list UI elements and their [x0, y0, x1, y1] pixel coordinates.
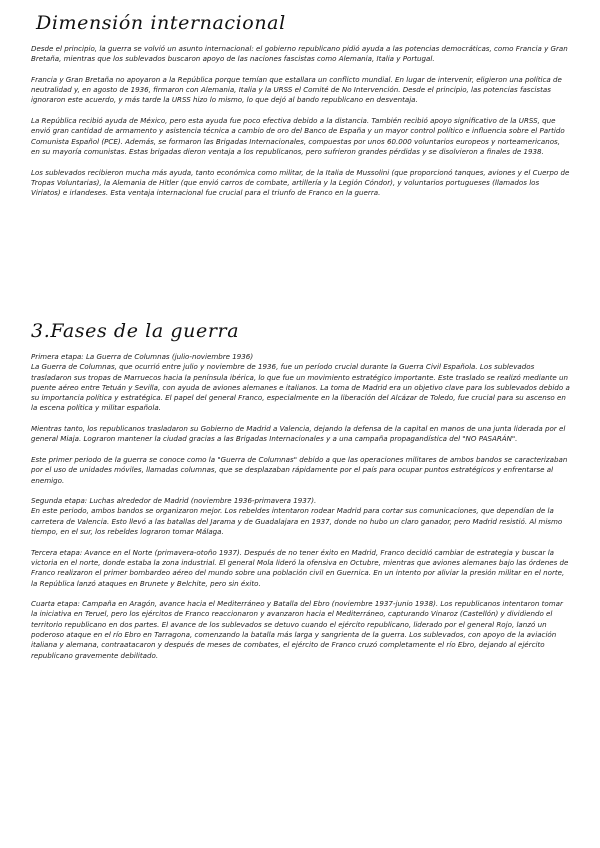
paragraph: Cuarta etapa: Campaña en Aragón, avance hacia el Mediterráneo y Batalla del Ebro (noviembre 1937-junio 1938). Los republicanos intentaron tomar la iniciativa en Teruel, pero los ejércitos de Franco reaccionaron y avanzaron hacia el Mediterráneo, capturando Vinaroz (Castellón) y dividiendo el territorio republicano en dos partes. El avance de los sublevados se detuvo cuando el ejército republicano, liderado por el general Rojo, lanzó un poderoso ataque en el río Ebro en Tarragona, comenzando la batalla más larga y sangrienta de la guerra. Los sublevados, con apoyo de la aviación italiana y alemana, contraatacaron y después de meses de combates, el ejército de Franco cruzó completamente el río Ebro, dejando al ejército republicano gravemente debilitado.	[31, 599, 563, 660]
section-body-dimension-internacional	[31, 44, 571, 209]
paragraph: En este periodo, ambos bandos se organizaron mejor. Los rebeldes intentaron rodear Madrid para cortar sus comunicaciones, que dependían de la carretera de Valencia. Esto llevó a las batallas del Jarama y de Guadalajara en 1937, donde no hubo un claro ganador, pero Madrid resistió. Al mismo tiempo, en el sur, los rebeldes lograron tomar Málaga.	[31, 506, 563, 537]
section-title-fases-de-la-guerra: 3.Fases de la guerra	[31, 320, 240, 342]
paragraph: La República recibió ayuda de México, pero esta ayuda fue poco efectiva debido a la distancia. También recibió apoyo significativo de la URSS, que envió gran cantidad de armamento y asistencia técnica a cambio de oro del Banco de España y un mayor control político e influencia sobre el Partido Comunista Español (PCE). Además, se formaron las Brigadas Internacionales, compuestas por unos 60.000 voluntarios europeos y norteamericanos, en su mayoría comunistas. Estas brigadas dieron ventaja a los republicanos, pero sufrieron grandes pérdidas y se disolvieron a finales de 1938.	[31, 116, 565, 156]
paragraph: La Guerra de Columnas, que ocurrió entre julio y noviembre de 1936, fue un período crucial durante la Guerra Civil Española. Los sublevados trasladaron sus tropas de Marruecos hacia la península ibérica, lo que fue un movimiento estratégico importante. Este traslado se realizó mediante un puente aéreo entre Tetuán y Sevilla, con ayuda de aviones alemanes e italianos. La toma de Madrid era un objetivo clave para los sublevados debido a su importancia política y estratégica. El papel del general Franco, especialmente en la liberación del Alcázar de Toledo, fue crucial para su ascenso en la escena política y militar española.	[31, 362, 570, 413]
paragraph: Los sublevados recibieron mucha más ayuda, tanto económica como militar, de la Italia de Mussolini (que proporcionó tanques, aviones y el Cuerpo de Tropas Voluntarias), la Alemania de Hitler (que envió carros de combate, artillería y la Legión Cóndor), y voluntarios portugueses (llamados los Viriatos) e irlandeses. Esta ventaja internacional fue crucial para el triunfo de Franco en la guerra.	[31, 167, 570, 198]
stage-heading: Primera etapa: La Guerra de Columnas (julio-noviembre 1936)	[31, 352, 254, 361]
section-body-fases-de-la-guerra	[31, 352, 571, 671]
section-title-dimension-internacional: Dimensión internacional	[36, 12, 286, 34]
paragraph: Tercera etapa: Avance en el Norte (primavera-otoño 1937). Después de no tener éxito en Madrid, Franco decidió cambiar de estrategia y buscar la victoria en el norte, donde estaba la zona industrial. El general Mola lideró la ofensiva en Octubre, mientras que aviones alemanes bajo las órdenes de Franco realizaron el primer bombardeo aéreo del mundo sobre una población civil en Guernica. En un intento por aliviar la presión militar en el norte, la República lanzó ataques en Brunete y Belchite, pero sin éxito.	[31, 547, 569, 588]
paragraph: Francia y Gran Bretaña no apoyaron a la República porque temían que estallara un conflicto mundial. En lugar de intervenir, eligieron una política de neutralidad y, en agosto de 1936, firmaron con Alemania, Italia y la URSS el Comité de No Intervención. Desde el principio, las potencias fascistas ignoraron este acuerdo, y más tarde la URSS hizo lo mismo, lo que dejó al bando republicano en desventaja.	[31, 74, 562, 105]
paragraph: Este primer periodo de la guerra se conoce como la "Guerra de Columnas" debido a que las operaciones militares de ambos bandos se caracterizaban por el uso de unidades móviles, llamadas columnas, que se desplazaban rápidamente por el país para ocupar puntos estratégicos y enfrentarse al enemigo.	[31, 454, 568, 485]
stage-heading: Segunda etapa: Luchas alrededor de Madrid (noviembre 1936-primavera 1937).	[31, 496, 317, 506]
paragraph: Mientras tanto, los republicanos trasladaron su Gobierno de Madrid a Valencia, dejando la defensa de la capital en manos de una junta liderada por el general Miaja. Lograron mantener la ciudad gracias a las Brigadas Internacionales y a una campaña propagandística del "NO PASARÁN".	[31, 424, 566, 444]
paragraph: Desde el principio, la guerra se volvió un asunto internacional: el gobierno republicano pidió ayuda a las potencias democráticas, como Francia y Gran Bretaña, mientras que los sublevados buscaron apoyo de las naciones fascistas como Alemania, Italia y Portugal.	[31, 44, 568, 64]
